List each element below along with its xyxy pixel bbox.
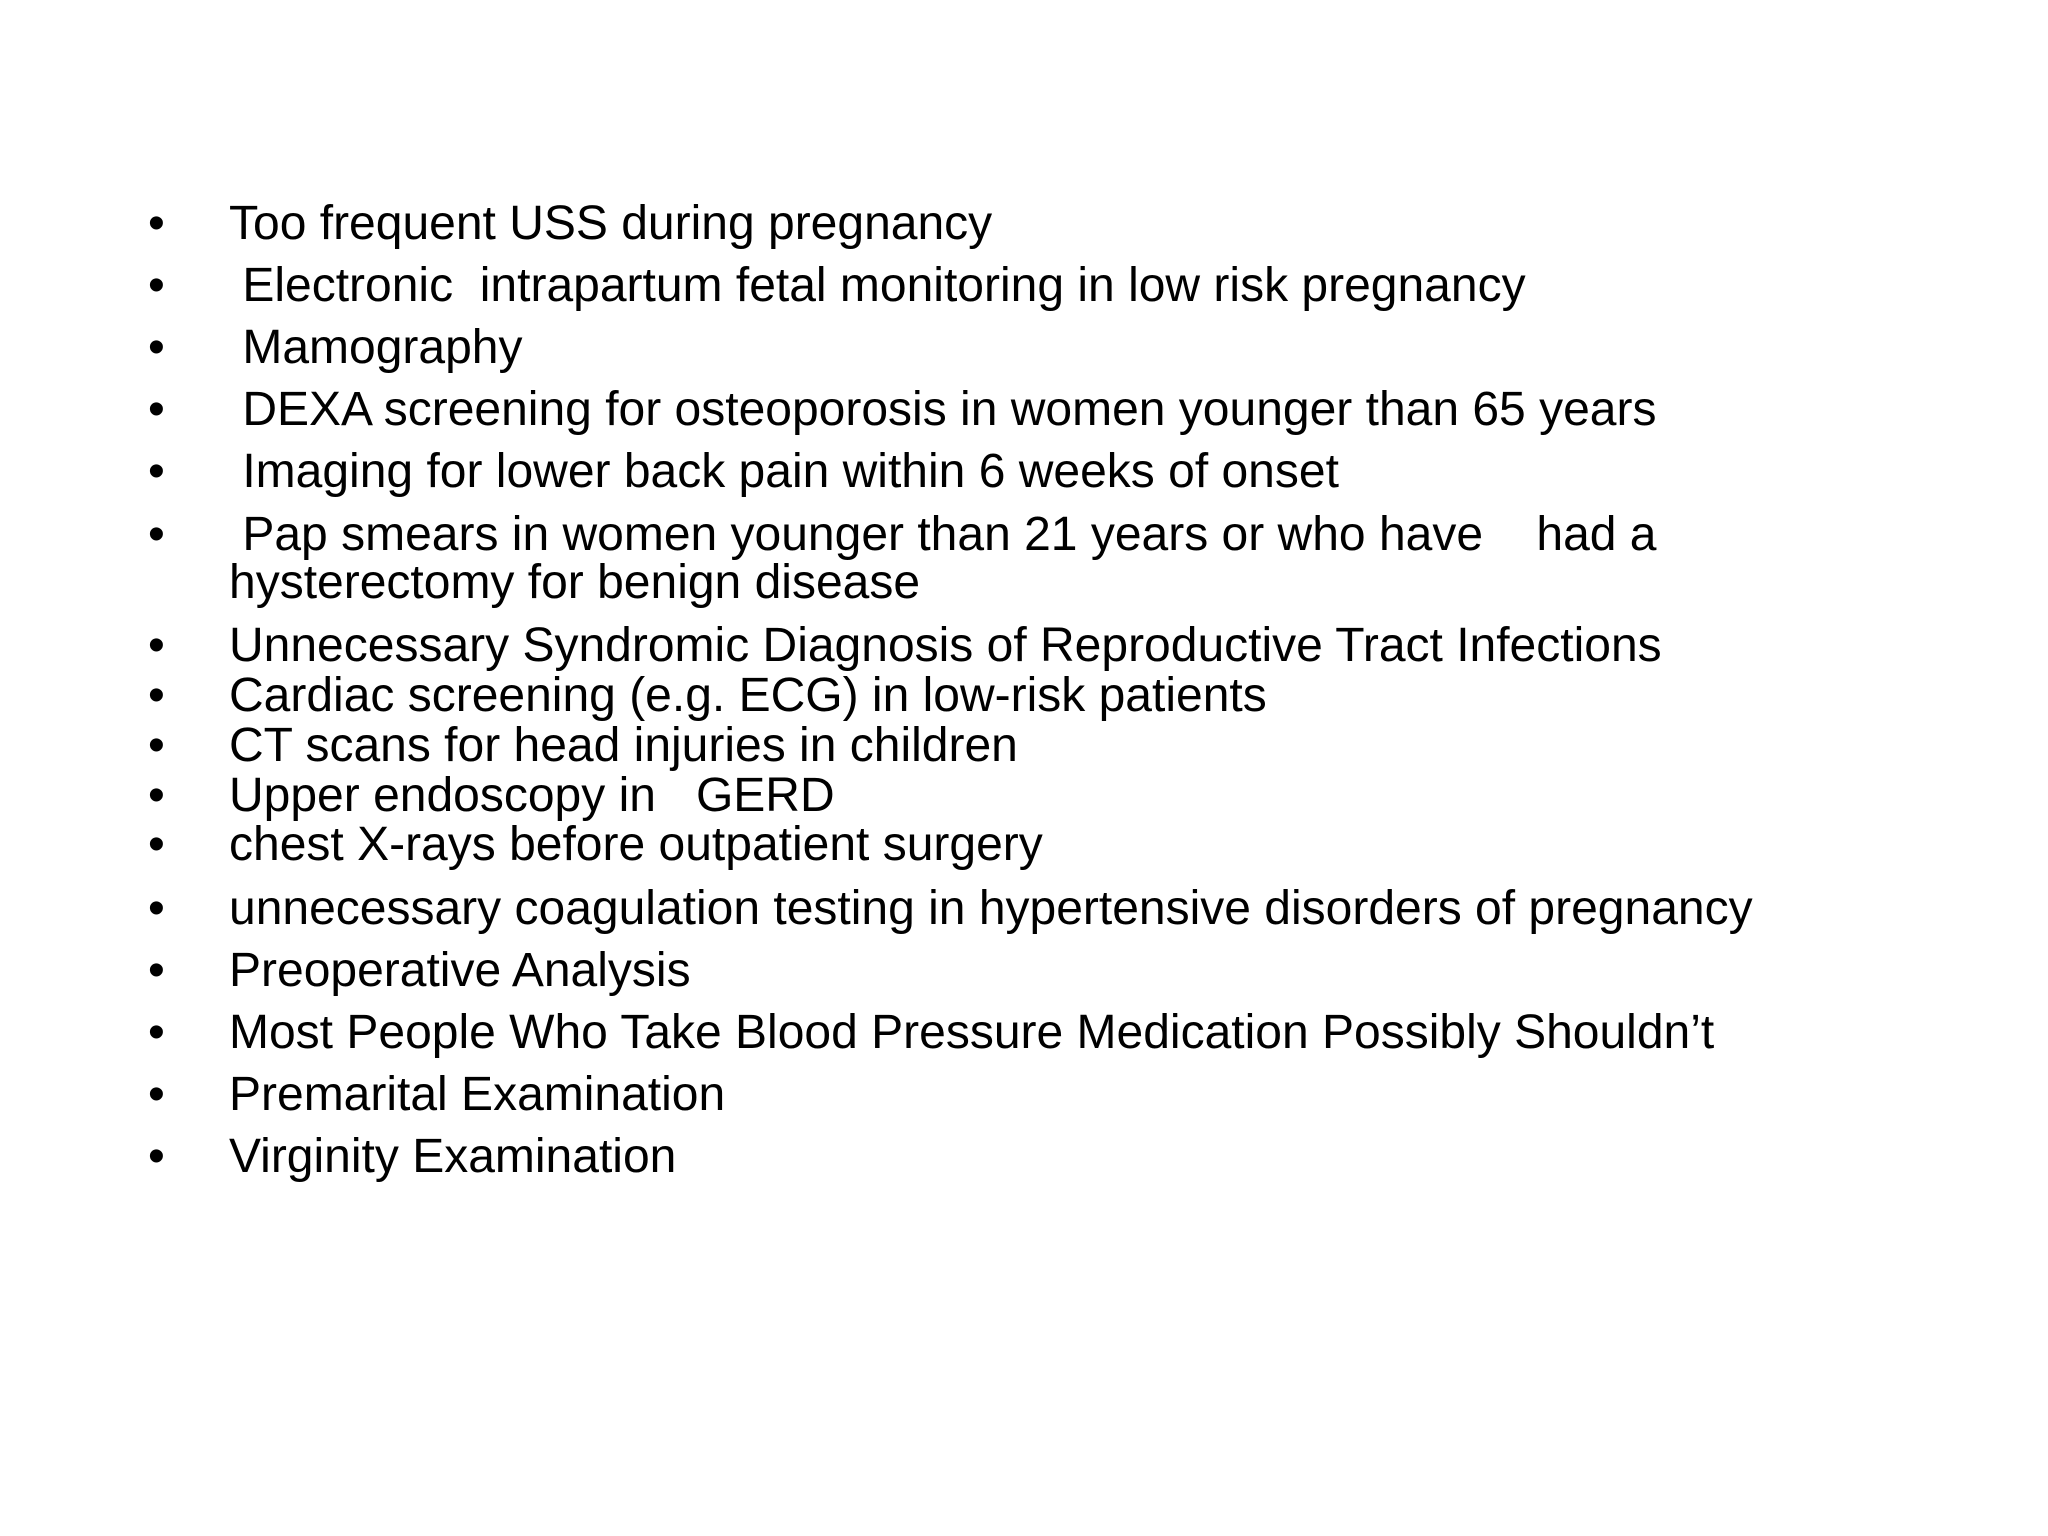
bullet-icon: • — [148, 197, 165, 250]
list-item-line-1: Pap smears in women younger than 21 years or who have had a — [229, 508, 1657, 561]
list-item-text: Most People Who Take Blood Pressure Medication Possibly Shouldn’t — [229, 1006, 1715, 1059]
bullet-icon: • — [148, 944, 165, 997]
list-item-text: Unnecessary Syndromic Diagnosis of Reproductive Tract Infections — [229, 619, 1662, 672]
bullet-icon: • — [148, 321, 165, 374]
bullet-icon: • — [148, 619, 165, 672]
list-item-text: Electronic intrapartum fetal monitoring in low risk pregnancy — [229, 259, 1526, 312]
list-item-text: DEXA screening for osteoporosis in women younger than 65 years — [229, 383, 1657, 436]
list-item-text: Preoperative Analysis — [229, 944, 691, 997]
bullet-icon: • — [148, 818, 165, 871]
list-item-text: chest X-rays before outpatient surgery — [229, 818, 1043, 871]
bullet-icon: • — [148, 1006, 165, 1059]
bullet-icon: • — [148, 508, 165, 561]
bullet-icon: • — [148, 445, 165, 498]
bullet-icon: • — [148, 719, 165, 772]
bullet-icon: • — [148, 882, 165, 935]
list-item-text: Virginity Examination — [229, 1130, 677, 1183]
list-item-text: Too frequent USS during pregnancy — [229, 197, 993, 250]
bullet-icon: • — [148, 383, 165, 436]
bullet-icon: • — [148, 1068, 165, 1121]
list-item-line-2: hysterectomy for benign disease — [229, 556, 921, 609]
list-item-text: Upper endoscopy in GERD — [229, 769, 835, 822]
bullet-icon: • — [148, 769, 165, 822]
list-item-text: Imaging for lower back pain within 6 weeks of onset — [229, 445, 1339, 498]
list-item-text: Mamography — [229, 321, 523, 374]
bullet-icon: • — [148, 1130, 165, 1183]
list-item-text: Premarital Examination — [229, 1068, 726, 1121]
list-item-text — [229, 508, 1929, 609]
bullet-icon: • — [148, 259, 165, 312]
list-item-text: Cardiac screening (e.g. ECG) in low-risk patients — [229, 669, 1267, 722]
list-item-text: CT scans for head injuries in children — [229, 719, 1018, 772]
list-item-text: unnecessary coagulation testing in hypertensive disorders of pregnancy — [229, 882, 1753, 935]
bullet-icon: • — [148, 669, 165, 722]
